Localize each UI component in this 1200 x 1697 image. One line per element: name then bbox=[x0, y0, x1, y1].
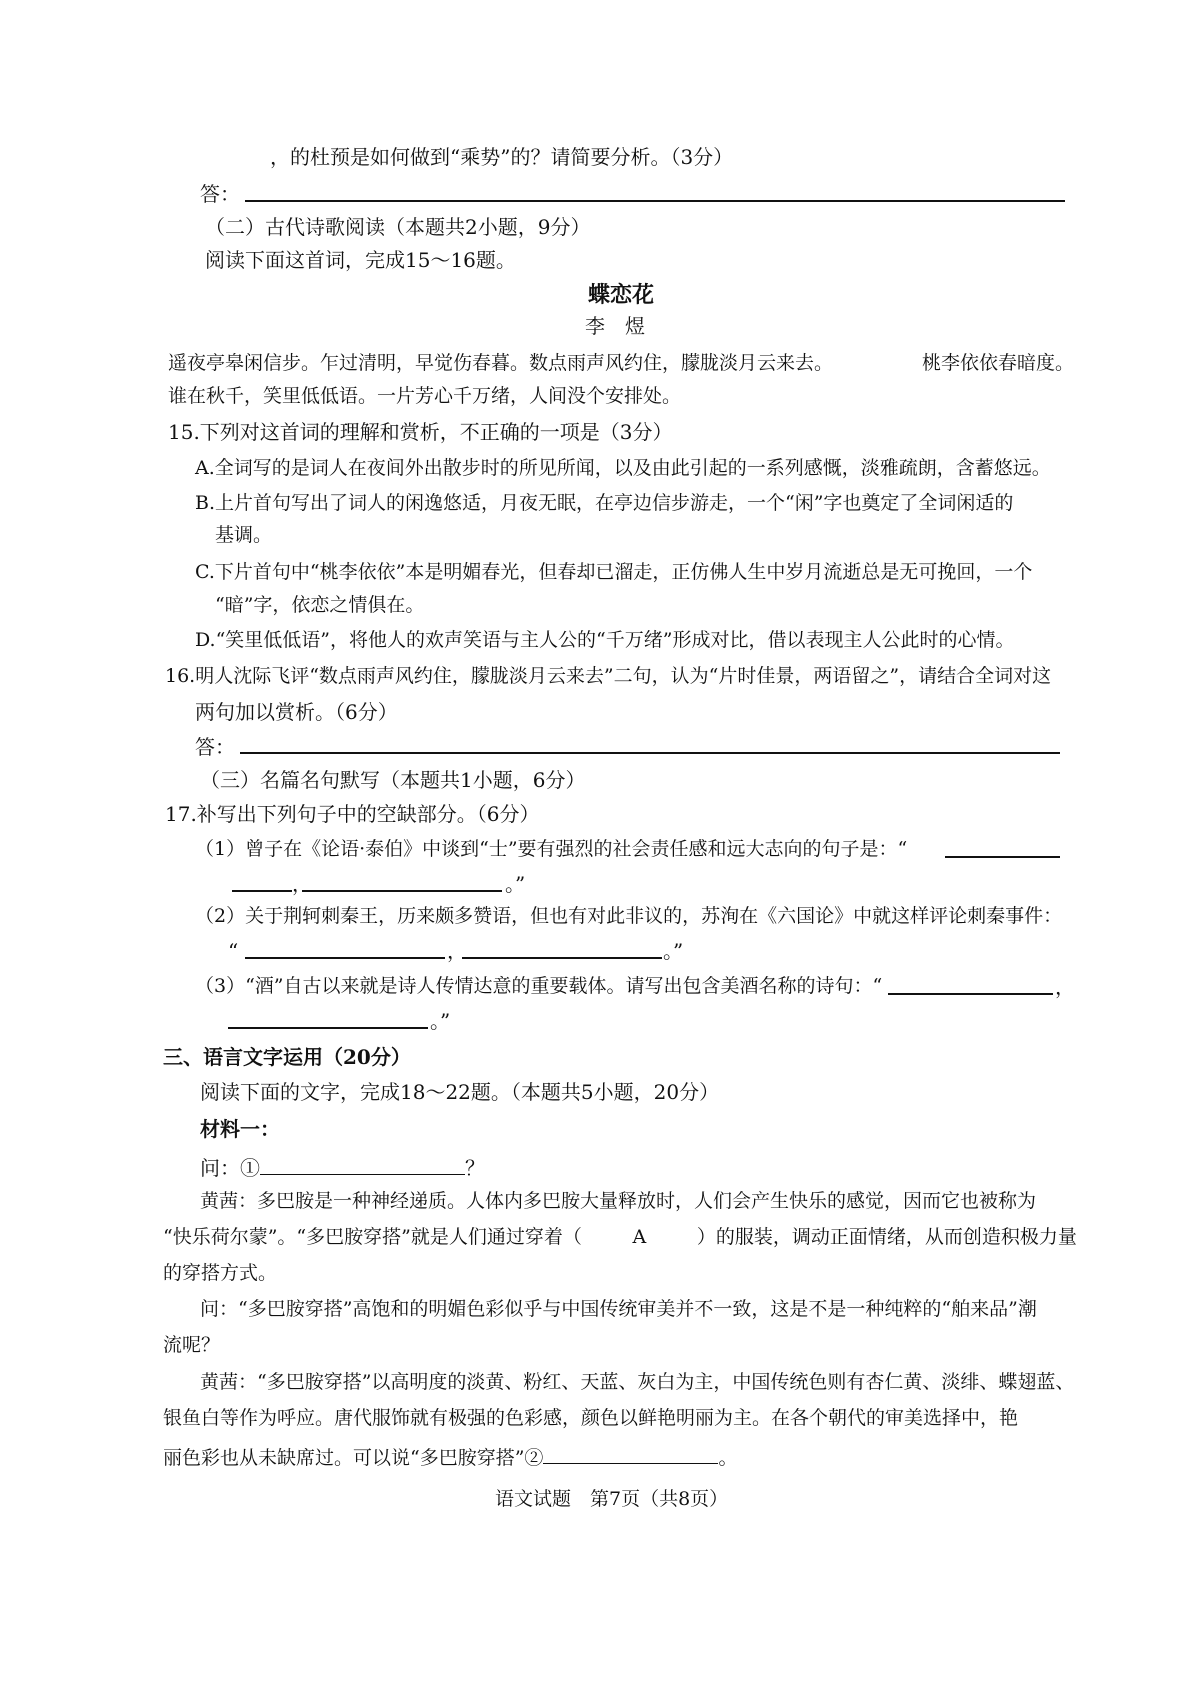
blank-17-3a[interactable] bbox=[888, 993, 1053, 995]
poem-author: 李 煜 bbox=[585, 314, 645, 338]
answer-1-line-3: 的穿搭方式。 bbox=[163, 1262, 278, 1284]
blank-18-2[interactable] bbox=[543, 1443, 718, 1464]
question-17-part-1: （1）曾子在《论语·泰伯》中谈到“士”要有强烈的社会责任感和远大志向的句子是：“ bbox=[195, 838, 908, 860]
question-15-stem: 15.下列对这首词的理解和赏析，不正确的一项是（3分） bbox=[168, 420, 673, 444]
blank-17-1c[interactable] bbox=[302, 890, 502, 892]
section-2-header: （二）古代诗歌阅读（本题共2小题，9分） bbox=[205, 215, 591, 239]
answer-1-line-1: 黄茜：多巴胺是一种神经递质。人体内多巴胺大量释放时，人们会产生快乐的感觉，因而它也被称为 bbox=[200, 1190, 1037, 1212]
question-16-line-2: 两句加以赏析。（6分） bbox=[195, 700, 398, 724]
poem-line-2: 谁在秋千，笑里低低语。一片芳心千万绪，人间没个安排处。 bbox=[168, 385, 682, 407]
answer-line-14[interactable] bbox=[245, 200, 1065, 202]
interview-question-1 bbox=[200, 1154, 485, 1181]
question-14-tail: ，的杜预是如何做到“乘势”的？请简要分析。（3分） bbox=[270, 145, 734, 169]
comma-17-2: ， bbox=[447, 939, 467, 963]
blank-17-2a[interactable] bbox=[245, 957, 445, 959]
poem-line-1b: 桃李依依春暗度。 bbox=[922, 352, 1075, 374]
interview-question-2-line-1: 问：“多巴胺穿搭”高饱和的明媚色彩似乎与中国传统审美并不一致，这是不是一种纯粹的“舶来品”潮 bbox=[200, 1298, 1037, 1320]
question-17-part-2: （2）关于荆轲刺秦王，历来颇多赞语，但也有对此非议的，苏洵在《六国论》中就这样评论刺秦事件： bbox=[195, 905, 1063, 927]
material-1-label: 材料一： bbox=[200, 1117, 280, 1141]
answer-2-line-2: 银鱼白等作为呼应。唐代服饰就有极强的色彩感，颜色以鲜艳明丽为主。在各个朝代的审美选择中，艳 bbox=[163, 1407, 1019, 1429]
answer-1-line-2 bbox=[163, 1226, 1077, 1250]
question-15-option-b-cont: 基调。 bbox=[215, 524, 273, 546]
interview-question-1-prefix: 问：① bbox=[200, 1156, 260, 1180]
close-quote-17-3: 。” bbox=[430, 1009, 451, 1033]
answer-label-14: 答： bbox=[200, 182, 240, 206]
question-15-option-c-cont: “暗”字，依恋之情俱在。 bbox=[215, 594, 425, 616]
close-quote-17-2: 。” bbox=[663, 939, 684, 963]
answer-line-16[interactable] bbox=[240, 752, 1060, 754]
answer-2-line-1: 黄茜：“多巴胺穿搭”以高明度的淡黄、粉红、天蓝、灰白为主，中国传统色则有杏仁黄、淡绯、蝶翅蓝、 bbox=[200, 1371, 1075, 1393]
section-2-instruction: 阅读下面这首词，完成15～16题。 bbox=[205, 248, 516, 272]
blank-17-1a[interactable] bbox=[945, 856, 1060, 858]
poem-title: 蝶恋花 bbox=[588, 282, 655, 308]
question-17-stem: 17.补写出下列句子中的空缺部分。（6分） bbox=[165, 802, 540, 826]
answer-1-line-2-pre: “快乐荷尔蒙”。“多巴胺穿搭”就是人们通过穿着（ bbox=[163, 1226, 582, 1248]
question-15-option-d: D.“笑里低低语”，将他人的欢声笑语与主人公的“千万绪”形成对比，借以表现主人公此时的心情。 bbox=[195, 629, 1015, 651]
comma-17-3: ， bbox=[1055, 975, 1075, 999]
blank-17-1b[interactable] bbox=[232, 890, 292, 892]
answer-1-line-2-post: ）的服装，调动正面情绪，从而创造积极力量 bbox=[696, 1226, 1077, 1248]
comma-17-1: ， bbox=[292, 872, 312, 896]
question-15-option-c: C.下片首句中“桃李依依”本是明媚春光，但春却已溜走，正仿佛人生中岁月流逝总是无可挽回，一个 bbox=[195, 561, 1033, 583]
blank-a[interactable]: A bbox=[632, 1226, 647, 1248]
interview-question-1-suffix: ？ bbox=[465, 1156, 485, 1180]
question-17-part-3: （3）“酒”自古以来就是诗人传情达意的重要载体。请写出包含美酒名称的诗句：“ bbox=[195, 975, 883, 997]
part-3-header: 三、语言文字运用（20分） bbox=[163, 1045, 411, 1069]
question-16-line-1: 16.明人沈际飞评“数点雨声风约住，朦胧淡月云来去”二句，认为“片时佳景，两语留之”，请结合全词对这 bbox=[165, 665, 1052, 687]
section-3-header: （三）名篇名句默写（本题共1小题，6分） bbox=[200, 768, 586, 792]
answer-2-line-3-post: 。 bbox=[718, 1447, 738, 1469]
blank-17-3b[interactable] bbox=[228, 1027, 428, 1029]
blank-17-2b[interactable] bbox=[462, 957, 662, 959]
answer-2-line-3-pre: 丽色彩也从未缺席过。可以说“多巴胺穿搭”② bbox=[163, 1447, 544, 1469]
interview-question-2-line-2: 流呢？ bbox=[163, 1334, 221, 1356]
part-3-instruction: 阅读下面的文字，完成18～22题。（本题共5小题，20分） bbox=[200, 1080, 720, 1104]
question-15-option-a: A.全词写的是词人在夜间外出散步时的所见所闻，以及由此引起的一系列感慨，淡雅疏朗，含蓄悠远。 bbox=[195, 457, 1051, 479]
answer-2-line-3 bbox=[163, 1443, 737, 1471]
close-quote-17-1: 。” bbox=[505, 872, 526, 896]
page-footer: 语文试题 第7页（共8页） bbox=[495, 1488, 729, 1510]
question-15-option-b: B.上片首句写出了词人的闲逸悠适，月夜无眠，在亭边信步游走，一个“闲”字也奠定了全词闲适的 bbox=[195, 492, 1014, 514]
blank-18-1[interactable] bbox=[260, 1154, 465, 1175]
open-quote-17-2: “ bbox=[228, 939, 239, 963]
poem-line-1: 遥夜亭皋闲信步。乍过清明，早觉伤春暮。数点雨声风约住，朦胧淡月云来去。 bbox=[168, 352, 834, 374]
answer-label-16: 答： bbox=[195, 735, 235, 759]
